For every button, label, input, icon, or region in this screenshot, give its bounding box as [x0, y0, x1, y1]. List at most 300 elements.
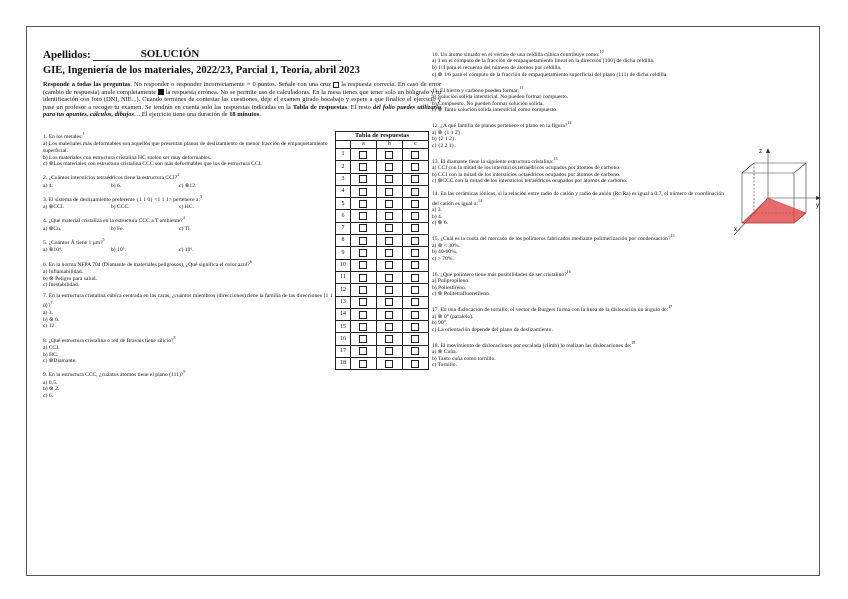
answer-row-number: 5	[336, 198, 351, 210]
answer-checkbox[interactable]	[385, 237, 393, 245]
answer-checkbox[interactable]	[359, 200, 367, 208]
question-text: 3. El sistema de deslizamiento preferente {1 1 0} <1 1 1> pertenece a:	[43, 196, 201, 203]
answer-table-title: Tabla de respuestas	[336, 132, 429, 141]
answer-col-c: c	[402, 141, 428, 149]
answer-options-row	[43, 183, 333, 190]
answer-row-number: 4	[336, 185, 351, 197]
surname-field	[93, 50, 341, 61]
answer-cell-a	[351, 308, 377, 320]
answer-row-number: 17	[336, 345, 351, 357]
answer-cell-a	[351, 345, 377, 357]
answer-option: a) ⊗10⁴.	[43, 247, 63, 254]
answer-cell-c	[402, 235, 428, 247]
question-text: 14. En las cerámicas iónicas, si la relación entre radio de catión y radio de anión (Rc/Ra) es igual a 0.7, el número de coordinación del catión es igual a:	[432, 191, 725, 207]
answer-row-number: 12	[336, 284, 351, 296]
question-stem	[432, 269, 732, 278]
answer-col-a: a	[351, 141, 377, 149]
answer-checkbox[interactable]	[359, 175, 367, 183]
question-stem	[432, 304, 732, 313]
answer-option: a) 4.	[43, 182, 53, 189]
answer-option: b) Los materiales con estructura cristalina HC suelen ser muy deformables.	[43, 154, 212, 161]
question-text: 15. ¿Cuál es la cuota del mercado de los polímeros fabricados mediante polimerización por condensación?	[432, 236, 671, 243]
answer-cell-c	[402, 358, 428, 370]
answer-cell-b	[376, 358, 402, 370]
question-stem	[43, 293, 333, 309]
answer-checkbox[interactable]	[411, 323, 419, 331]
answer-cell-a	[351, 161, 377, 173]
answer-cell-b	[376, 198, 402, 210]
answer-checkbox[interactable]	[385, 274, 393, 282]
answer-cell-a	[351, 358, 377, 370]
answer-col-b: b	[376, 141, 402, 149]
answer-row-number: 8	[336, 235, 351, 247]
answer-option: b) Poliestireno.	[432, 284, 467, 291]
question-stem	[432, 85, 732, 94]
answer-option: b) 10⁵.	[111, 247, 127, 254]
question	[432, 85, 732, 114]
footnote-mark: 14	[477, 197, 482, 203]
answer-cell-c	[402, 222, 428, 234]
answer-cell-b	[376, 284, 402, 296]
answer-cell-b	[376, 173, 402, 185]
answer-row	[336, 149, 429, 161]
answer-option: b) {2 1 2}.	[432, 136, 457, 143]
answer-option: b) 6.	[111, 182, 122, 189]
footnote-mark: 4	[182, 215, 185, 221]
instr-text-f: .	[259, 111, 261, 119]
answer-cell-b	[376, 333, 402, 345]
answer-cell-b	[376, 235, 402, 247]
question-stem	[432, 156, 732, 165]
question	[432, 340, 732, 369]
answer-row-number: 7	[336, 222, 351, 234]
answer-checkbox[interactable]	[359, 224, 367, 232]
answer-checkbox[interactable]	[359, 335, 367, 343]
footnote-mark: 6	[249, 258, 252, 264]
question-text: 16. ¿Qué polímero tiene más posibilidades de ser cristalino?	[432, 271, 567, 278]
answer-checkbox[interactable]	[359, 249, 367, 257]
answer-option: b) 90°.	[432, 320, 448, 327]
answer-cell-a	[351, 235, 377, 247]
course-title: GIE, Ingeniería de los materiales, 2022/23, Parcial 1, Teoría, abril 2023	[43, 65, 360, 76]
answer-option: a) ⊗Cu.	[43, 225, 62, 232]
answer-row	[336, 247, 429, 259]
answer-row	[336, 271, 429, 283]
answer-checkbox[interactable]	[359, 360, 367, 368]
instr-text-c: la respuesta errónea. No se permite uso de calculadoras. En la mesa tienes que tener solo un bolígrafo y tu identificación con foto (DNI, NIE...). Cuando termines de contestar las cuestiones, deje el examen girado bocabajo y espere a que finalice el ejercicio y pase un profesor a recoger tu examen. Se tendrán en cuenta solo las respuestas indicadas en la	[43, 88, 441, 111]
answer-option: a) CCI con la mitad de los intersticios tetraédricos ocupados por átomos de carbono.	[432, 165, 621, 172]
answer-option: a) 0,5.	[43, 379, 58, 386]
question-text: 5. ¿Cuántos Å tiene 1 μm?	[43, 239, 103, 246]
answer-option: b) ⊗ 6.	[43, 316, 60, 323]
answer-option: b) 40-60%.	[432, 249, 458, 256]
answer-checkbox[interactable]	[411, 274, 419, 282]
answer-cell-a	[351, 259, 377, 271]
answer-cell-a	[351, 271, 377, 283]
answer-row	[336, 321, 429, 333]
answer-checkbox[interactable]	[411, 286, 419, 294]
answer-cell-a	[351, 247, 377, 259]
footnote-mark: 5	[102, 236, 105, 242]
instr-bold: Responde a todas las preguntas	[43, 81, 131, 88]
answer-option: a) ⊗ {1 1 2̄}.	[432, 129, 462, 136]
answer-option: c) ⊗ Tanto solución sólida intersticial como compuesto.	[432, 107, 558, 114]
footnote-mark: 12	[567, 120, 572, 126]
answer-option: c) 12.	[43, 323, 56, 330]
question-text: 8. ¿Qué estructura cristalina o red de Bravais tiene silicio?	[43, 337, 174, 344]
answer-checkbox[interactable]	[411, 335, 419, 343]
question-stem	[43, 335, 333, 344]
answer-option: c) {2 2 1}.	[432, 142, 456, 149]
instr-text-d: . El resto	[347, 103, 373, 111]
answer-option: c) ⊗ 6.	[432, 220, 449, 227]
surname-label: Apellidos	[43, 49, 88, 61]
right-column	[432, 49, 819, 375]
answer-row-number: 9	[336, 247, 351, 259]
answer-checkbox[interactable]	[359, 261, 367, 269]
cube-edge	[794, 163, 806, 173]
answer-checkbox[interactable]	[385, 323, 393, 331]
answer-options-row	[43, 247, 333, 254]
answer-cell-b	[376, 296, 402, 308]
answer-checkbox[interactable]	[359, 298, 367, 306]
answer-cell-b	[376, 259, 402, 271]
answer-checkbox[interactable]	[411, 311, 419, 319]
question-stem	[432, 191, 732, 207]
question	[43, 259, 333, 289]
question	[432, 191, 732, 227]
answer-option: b) Fe.	[111, 225, 125, 232]
answer-checkbox[interactable]	[411, 237, 419, 245]
answer-cell-a	[351, 185, 377, 197]
answer-option: c) ⊗Los materiales con estructura cristalina CCC son más deformables que los de estructura CCI.	[43, 161, 262, 168]
question-text: 4. ¿Qué material cristaliza en la estructura CCC a T ambiente?	[43, 218, 183, 225]
answer-checkbox[interactable]	[359, 274, 367, 282]
answer-row-number: 1	[336, 149, 351, 161]
answer-row	[336, 185, 429, 197]
footnote-mark: 10	[599, 49, 604, 54]
answer-option: c) 6.	[43, 392, 53, 399]
question	[43, 237, 333, 254]
question	[432, 269, 732, 298]
answer-cell-b	[376, 271, 402, 283]
answer-option: c) ⊗ Politetrafluoretileno.	[432, 291, 491, 298]
question-stem	[43, 215, 333, 224]
answer-checkbox[interactable]	[411, 212, 419, 220]
answer-row-number: 11	[336, 271, 351, 283]
answer-checkbox[interactable]	[411, 298, 419, 306]
answer-cell-b	[376, 222, 402, 234]
surname-line: Apellidos : SOLUCIÓN	[43, 49, 441, 61]
footnote-mark: 7	[50, 299, 53, 305]
answer-row-number: 10	[336, 259, 351, 271]
answer-row-number: 3	[336, 173, 351, 185]
footnote-mark: 18	[631, 339, 636, 345]
answer-option: a) Solución sólida intersticial. No pueden formar compuesto.	[432, 93, 569, 100]
answer-option: a) 1 en el cómputo de la fracción de empaquetamiento lineal en la dirección [100] de dicha celdilla.	[432, 58, 655, 65]
answer-checkbox[interactable]	[385, 212, 393, 220]
answer-row-number: 18	[336, 358, 351, 370]
question	[43, 215, 333, 232]
question	[432, 156, 732, 185]
answer-checkbox[interactable]	[411, 360, 419, 368]
answer-checkbox[interactable]	[411, 347, 419, 355]
instr-table-ref: Tabla de respuestas	[292, 103, 348, 111]
answer-option: c) HC.	[179, 204, 194, 211]
answer-cell-c	[402, 333, 428, 345]
question-text: 6. En la norma NFPA 704 (Diamante de materiales peligrosos), ¿Qué significa el color azul?	[43, 261, 250, 268]
question-text: 9. En la estructura CCC, ¿cuántos átomos tiene el plano (111)?	[43, 372, 184, 379]
questions-right	[432, 49, 732, 369]
answer-checkbox[interactable]	[385, 175, 393, 183]
answer-option: a) Inflamabilidad.	[43, 268, 84, 275]
answer-row	[336, 296, 429, 308]
footnote-mark: 15	[670, 233, 675, 239]
question-stem	[432, 340, 732, 349]
question-text: 2. ¿Cuántos intersticios tetraédricos tiene la estructura CCI?	[43, 175, 178, 182]
question	[43, 194, 333, 211]
answer-cell-c	[402, 321, 428, 333]
answer-checkbox[interactable]	[359, 311, 367, 319]
answer-option: a) CCI.	[43, 345, 60, 352]
instr-bold2: del folio puedes utilizarlo para tus apuntes, cálculos, dibujos	[43, 103, 442, 119]
answer-cell-c	[402, 296, 428, 308]
answer-checkbox[interactable]	[385, 286, 393, 294]
footnote-mark: 1	[82, 131, 85, 136]
z-label: z	[759, 149, 762, 155]
x-label: x	[734, 227, 737, 233]
answer-checkbox[interactable]	[385, 224, 393, 232]
answer-checkbox[interactable]	[385, 261, 393, 269]
answer-checkbox[interactable]	[411, 224, 419, 232]
answer-option: c) 10⁶.	[179, 247, 194, 254]
question	[43, 293, 333, 330]
answer-checkbox[interactable]	[359, 212, 367, 220]
instr-duration: 18 minutos	[229, 111, 260, 119]
answer-checkbox[interactable]	[385, 298, 393, 306]
answer-cell-b	[376, 210, 402, 222]
answer-checkbox[interactable]	[411, 151, 419, 159]
answer-cell-c	[402, 210, 428, 222]
answer-row	[336, 308, 429, 320]
answer-checkbox[interactable]	[385, 200, 393, 208]
answer-option: a) ⊗CCI.	[43, 204, 65, 211]
answer-option: c) Inestabilidad.	[43, 282, 80, 289]
answer-option: b) CCI con la mitad de los intersticios octaédricos ocupados por átomos de carbono.	[432, 171, 621, 178]
questions-left	[43, 131, 333, 404]
instr-text-b: la respuesta correcta. En caso de error (cambio de respuesta) anule completamente	[43, 81, 441, 96]
answer-checkbox[interactable]	[359, 286, 367, 294]
answer-checkbox[interactable]	[411, 249, 419, 257]
answer-cell-a	[351, 149, 377, 161]
instr-text-a: . No responder o responder incorrectamente = 0 puntos. Señale con una cruz	[130, 81, 334, 88]
answer-cell-a	[351, 296, 377, 308]
answer-cell-b	[376, 149, 402, 161]
question-stem	[432, 120, 732, 129]
answer-checkbox[interactable]	[411, 188, 419, 196]
answer-cell-a	[351, 173, 377, 185]
answer-cell-b	[376, 185, 402, 197]
answer-row	[336, 284, 429, 296]
answer-table	[335, 131, 429, 370]
answer-option: a) 3.	[432, 207, 442, 214]
question-stem	[43, 194, 333, 203]
cube-figure	[732, 143, 822, 239]
answer-option: b) Tanto cuña como tornillo.	[432, 355, 496, 362]
footnote-mark: 3	[200, 193, 203, 199]
answer-option: b) Compuesto. No pueden formar solución sólida.	[432, 100, 544, 107]
answer-row-number: 15	[336, 321, 351, 333]
answer-checkbox[interactable]	[385, 335, 393, 343]
answer-cell-b	[376, 308, 402, 320]
question-stem	[432, 233, 732, 242]
answer-cell-a	[351, 222, 377, 234]
footnote-mark: 16	[566, 268, 571, 274]
y-label: y	[816, 203, 819, 209]
y-arrow-icon	[816, 196, 821, 200]
answer-option: a) Los materiales más deformables son aquellos que presentan planos de deslizamiento de menor fracción de empaquetamiento superficial.	[43, 141, 328, 155]
question-stem	[43, 369, 333, 378]
question-stem	[43, 237, 333, 246]
answer-option: b) 1/4 para el recuento del número de átomos por celdilla.	[432, 65, 562, 72]
instr-text-e: … El ejercicio tiene una duración de	[133, 111, 230, 119]
answer-checkbox[interactable]	[411, 175, 419, 183]
answer-option: c) ⊗12.	[179, 182, 197, 189]
answer-checkbox[interactable]	[385, 347, 393, 355]
answer-option: b) ⊗ Peligro para salud.	[43, 275, 97, 282]
footnote-mark: 9	[183, 369, 186, 375]
answer-table-corner	[336, 141, 351, 149]
surname-value: SOLUCIÓN	[140, 48, 200, 60]
answer-checkbox[interactable]	[385, 360, 393, 368]
answer-checkbox[interactable]	[385, 163, 393, 171]
answer-row-number: 2	[336, 161, 351, 173]
question-text: 12. ¿A qué familia de planos pertenece el plano en la figura?	[432, 122, 568, 129]
answer-checkbox[interactable]	[385, 311, 393, 319]
answer-option: c) Ti.	[179, 225, 191, 232]
answer-option: b) HC.	[43, 351, 59, 358]
question-text: 18. El movimiento de dislocaciones por escalada (climb) lo realizan las dislocaciones de:	[432, 342, 632, 349]
answer-checkbox[interactable]	[411, 200, 419, 208]
footnote-mark: 13	[553, 155, 558, 161]
answer-cell-c	[402, 259, 428, 271]
answer-checkbox[interactable]	[359, 151, 367, 159]
answer-option: c) ⊗CCC con la mitad de los intersticios tetraédricos ocupados por átomos de carbono.	[432, 178, 628, 185]
crystal-plane	[742, 198, 806, 223]
answer-cell-a	[351, 321, 377, 333]
question	[43, 131, 333, 168]
question	[43, 172, 333, 189]
answer-row-number: 14	[336, 308, 351, 320]
answer-cell-b	[376, 247, 402, 259]
question	[432, 233, 732, 262]
answer-option: a) ⊗ Cuña.	[432, 349, 458, 356]
answer-cell-c	[402, 284, 428, 296]
answer-checkbox[interactable]	[411, 163, 419, 171]
answer-cell-a	[351, 198, 377, 210]
answer-row	[336, 345, 429, 357]
answer-cell-b	[376, 321, 402, 333]
answer-cell-a	[351, 210, 377, 222]
answer-checkbox[interactable]	[385, 188, 393, 196]
answer-row-number: 6	[336, 210, 351, 222]
answer-cell-c	[402, 185, 428, 197]
answer-cell-a	[351, 284, 377, 296]
answer-row	[336, 259, 429, 271]
instructions	[43, 81, 441, 119]
answer-option: a) 3.	[43, 310, 53, 317]
answer-option: c) La orientación depende del plano de deslizamiento.	[432, 326, 553, 333]
question	[43, 369, 333, 399]
question	[43, 335, 333, 365]
answer-cell-c	[402, 173, 428, 185]
answer-cell-a	[351, 333, 377, 345]
answer-row	[336, 173, 429, 185]
answer-cell-c	[402, 271, 428, 283]
footnote-mark: 11	[519, 84, 524, 90]
question-text: 11. El hierro y carbono pueden formar:	[432, 87, 520, 94]
footnote-mark: 8	[173, 334, 176, 340]
answer-row	[336, 210, 429, 222]
answer-option: b) CCC.	[111, 204, 130, 211]
answer-cell-c	[402, 198, 428, 210]
answer-checkbox[interactable]	[359, 163, 367, 171]
question-text: 7. En la estructura cristalina cúbica centrada en las caras, ¿cuántos miembros (direcciones) tiene la familia de las direcciones ⟨1 1 0⟩?	[43, 293, 333, 309]
question	[432, 304, 732, 333]
question-stem	[43, 259, 333, 268]
answer-checkbox[interactable]	[359, 237, 367, 245]
answer-checkbox[interactable]	[359, 323, 367, 331]
answer-checkbox[interactable]	[411, 261, 419, 269]
answer-checkbox[interactable]	[385, 151, 393, 159]
answer-row	[336, 198, 429, 210]
answer-option: b) ⊗ 2.	[43, 386, 60, 393]
answer-cell-c	[402, 161, 428, 173]
exam-page	[26, 26, 820, 576]
answer-option: b) 4.	[432, 213, 443, 220]
answer-cell-c	[402, 149, 428, 161]
question-text: 1. En los metales:	[43, 133, 83, 140]
answer-row	[336, 333, 429, 345]
answer-option: a) Polipropileno.	[432, 278, 470, 285]
question-text: 13. El diamante tiene la siguiente estructura cristalina:	[432, 158, 554, 165]
answer-cell-b	[376, 345, 402, 357]
answer-checkbox[interactable]	[359, 347, 367, 355]
answer-cell-c	[402, 308, 428, 320]
answer-row	[336, 358, 429, 370]
question-text: 17. En una dislocación de tornillo, el vector de Burgers forma con la línea de la dislocación un ángulo de:	[432, 307, 669, 314]
answer-cell-b	[376, 161, 402, 173]
question	[432, 49, 732, 78]
answer-options-row	[43, 204, 333, 211]
answer-option: a) ⊗ 0° (paralelo).	[432, 313, 474, 320]
answer-checkbox[interactable]	[359, 188, 367, 196]
answer-checkbox[interactable]	[385, 249, 393, 257]
question-stem	[43, 172, 333, 181]
answer-row-number: 16	[336, 333, 351, 345]
cube-edge	[742, 163, 754, 173]
z-arrow-icon	[766, 148, 770, 153]
answer-row	[336, 222, 429, 234]
footnote-mark: 17	[668, 304, 673, 310]
footnote-mark: 2	[177, 172, 180, 178]
answer-option: c) ⊗Diamante.	[43, 358, 77, 365]
answer-option: a) ⊗ < 30%.	[432, 242, 461, 249]
answer-option: c) Tornillo.	[432, 362, 457, 369]
answer-option: c) ⊗ 1/6 para el cómputo de la fracción de empaquetamiento superficial del plano (111) de dicha celdilla.	[432, 71, 668, 78]
answer-cell-c	[402, 345, 428, 357]
question-stem	[43, 131, 333, 140]
